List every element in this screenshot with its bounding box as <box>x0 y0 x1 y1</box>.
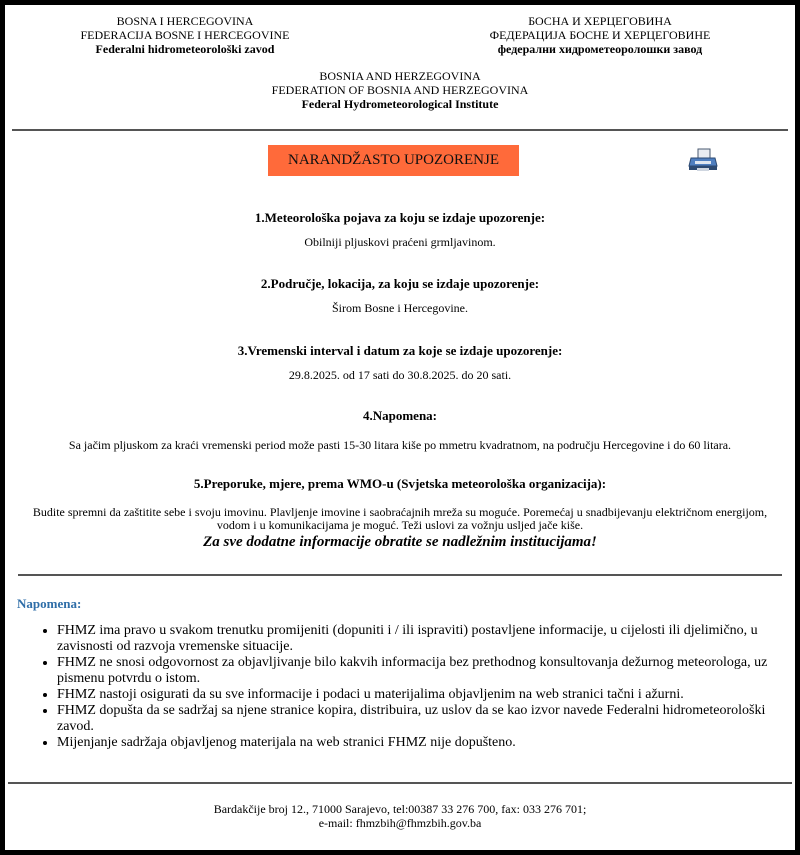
footer-divider <box>8 782 792 784</box>
footer-address: Bardakčije broj 12., 71000 Sarajevo, tel:00387 33 276 700, fax: 033 276 701; <box>213 802 587 816</box>
header-country-cyr: БОСНА И ХЕРЦЕГОВИНА <box>528 14 672 28</box>
footer-email: e-mail: fhmzbih@fhmzbih.gov.ba <box>318 816 482 830</box>
section-text-interval: 29.8.2025. od 17 sati do 30.8.2025. do 20 sati. <box>288 368 512 382</box>
list-item: • FHMZ ne snosi odgovornost za objavljivanje bilo kakvih informacija bez prethodnog konsultovanja dežurnog meteorologa, uz pismenu potvrdu o istom. <box>57 655 782 687</box>
notes-list <box>17 623 782 751</box>
printer-icon[interactable] <box>688 148 718 172</box>
header-institute: Federalni hidrometeorološki zavod <box>95 42 275 56</box>
section-text-note: Sa jačim pljuskom za kraći vremenski period može pasti 15-30 litara kiše po mmetru kvadratnom, na području Hercegovine i do 60 litara. <box>68 438 732 452</box>
header-federation-cyr: ФЕДЕРАЦИЈА БОСНЕ И ХЕРЦЕГОВИНЕ <box>489 28 711 42</box>
header-english <box>5 69 795 111</box>
footer <box>5 802 795 830</box>
section-title-note: 4.Napomena: <box>362 408 438 423</box>
header-institute-cyr: федерални хидрометеоролошки завод <box>497 42 703 56</box>
contact-institutions-notice: Za sve dodatne informacije obratite se nadležnim institucijama! <box>203 534 597 550</box>
notes-title: Napomena: <box>17 596 82 611</box>
header-latin <box>35 14 335 56</box>
section-title-interval: 3.Vremenski interval i datum za koje se izdaje upozorenje: <box>237 343 563 358</box>
list-item: • FHMZ nastoji osigurati da su sve informacije i podaci u materijalima objavljenim na web stranici tačni i ažurni. <box>57 687 782 703</box>
header-federation: FEDERACIJA BOSNE I HERCEGOVINE <box>80 28 290 42</box>
header-institute-en: Federal Hydrometeorological Institute <box>301 97 499 111</box>
list-item: • FHMZ ima pravo u svakom trenutku promijeniti (dopuniti i / ili ispraviti) postavljene informacije, u cijelosti ili djelimično, u zavisnosti od razvoja vremenske situacije. <box>57 623 782 655</box>
list-item: • FHMZ dopušta da se sadržaj sa njene stranice kopira, distribuira, uz uslov da se kao izvor navede Federalni hidrometeorološki zavod. <box>57 703 782 735</box>
section-title-area: 2.Područje, lokacija, za koju se izdaje upozorenje: <box>260 276 540 291</box>
header-country-en: BOSNIA AND HERZEGOVINA <box>319 69 481 83</box>
section-title-recommendations: 5.Preporuke, mjere, prema WMO-u (Svjetska meteorološka organizacija): <box>193 476 607 491</box>
header-divider <box>12 129 788 131</box>
content-divider <box>18 574 782 576</box>
header-cyrillic <box>450 14 750 56</box>
warning-page <box>5 5 795 850</box>
header-federation-en: FEDERATION OF BOSNIA AND HERZEGOVINA <box>271 83 529 97</box>
section-text-phenomenon: Obilniji pljuskovi praćeni grmljavinom. <box>304 235 496 249</box>
section-text-recommendations: Budite spremni da zaštitite sebe i svoju imovinu. Plavljenje imovine i saobraćajnih mreža su moguće. Poremećaj u snadbijevanju električnom energijom, vodom i u komunikacijama je moguć. Teži uslovi za vožnju usljed jače kiše. <box>32 505 768 532</box>
list-item: • Mijenjanje sadržaja objavljenog materijala na web stranici FHMZ nije dopušteno. <box>57 735 782 751</box>
header-country: BOSNA I HERCEGOVINA <box>116 14 254 28</box>
warning-level-badge: NARANDŽASTO UPOZORENJE <box>268 145 519 176</box>
section-text-area: Širom Bosne i Hercegovine. <box>332 301 468 315</box>
section-title-phenomenon: 1.Meteorološka pojava za koju se izdaje upozorenje: <box>254 210 546 225</box>
